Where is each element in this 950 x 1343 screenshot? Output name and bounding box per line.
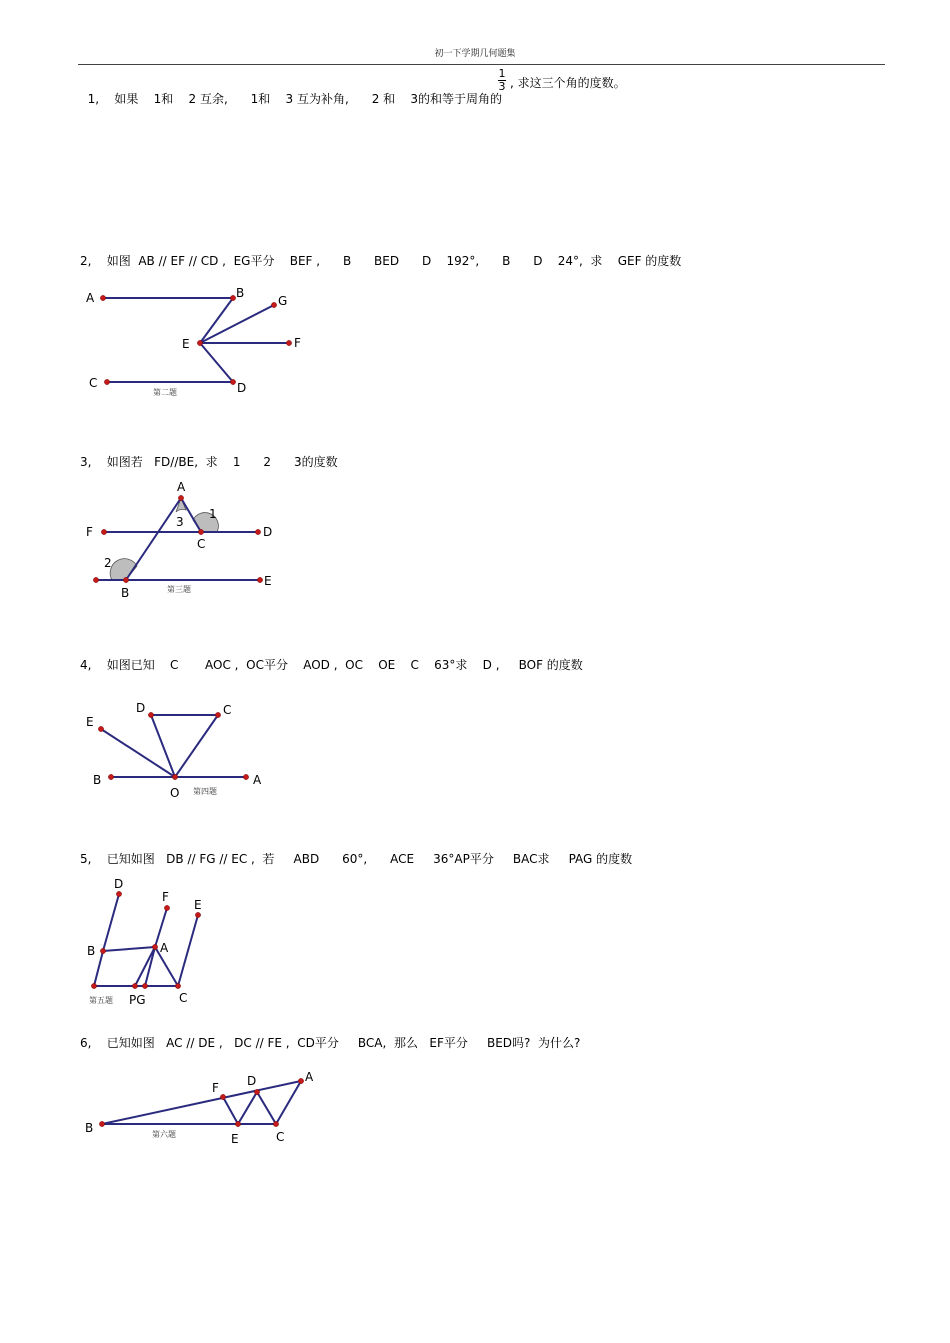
label-a: A xyxy=(86,291,95,305)
label-f: F xyxy=(162,890,169,904)
label-f: F xyxy=(212,1081,219,1095)
label-e: E xyxy=(264,574,272,588)
question-4: 4, 如图已知 C AOC , OC平分 AOD , OC OE C 63°求 D , BOF 的度数 xyxy=(80,658,583,672)
label-c: C xyxy=(179,991,188,1005)
segment-fe xyxy=(223,1097,238,1124)
question-1-text: 1, 如果 1和 2 互余, 1和 3 互为补角, 2 和 3的和等于周角的 xyxy=(87,92,503,106)
fraction-denominator: 3 xyxy=(498,80,506,93)
point-d xyxy=(254,1089,259,1094)
fraction-numerator: 1 xyxy=(498,67,506,80)
label-o: O xyxy=(170,786,180,800)
label-1: 1 xyxy=(209,507,217,521)
question-5: 5, 已知如图 DB // FG // EC , 若 ABD 60°, ACE 36°AP平分 BAC求 PAG 的度数 xyxy=(80,852,633,866)
question-1-tail: , 求这三个角的度数。 xyxy=(510,76,626,90)
label-b: B xyxy=(87,944,96,958)
label-pg: PG xyxy=(129,993,146,1007)
segment-ed xyxy=(238,1092,257,1124)
label-2: 2 xyxy=(104,556,112,570)
figure-2-caption: 第二题 xyxy=(153,388,177,397)
label-e: E xyxy=(194,898,202,912)
label-a: A xyxy=(160,941,169,955)
question-3: 3, 如图若 FD//BE, 求 1 2 3的度数 xyxy=(80,455,338,469)
figure-4-caption: 第四题 xyxy=(193,787,217,796)
label-b: B xyxy=(85,1121,94,1135)
point-f xyxy=(220,1094,225,1099)
figure-5-caption: 第五题 xyxy=(89,996,113,1005)
figure-3-caption: 第三题 xyxy=(167,585,191,594)
question-2: 2, 如图 AB // EF // CD , EG平分 BEF , B BED D 192°, B D 24°, 求 GEF 的度数 xyxy=(80,254,682,268)
figure-6-caption: 第六题 xyxy=(152,1130,176,1139)
label-e: E xyxy=(231,1132,239,1146)
point-e xyxy=(235,1121,240,1126)
label-e: E xyxy=(86,715,94,729)
question-6: 6, 已知如图 AC // DE , DC // FE , CD平分 BCA, 那么 EF平分 BED吗? 为什么? xyxy=(80,1036,581,1050)
segment-dc xyxy=(257,1092,276,1124)
label-d: D xyxy=(136,701,146,715)
label-c: C xyxy=(89,376,98,390)
segment-ca xyxy=(276,1081,301,1124)
point-b xyxy=(99,1121,104,1126)
label-c: C xyxy=(276,1130,285,1144)
label-c: C xyxy=(197,537,206,551)
label-b: B xyxy=(93,773,102,787)
label-f: F xyxy=(86,525,93,539)
label-3: 3 xyxy=(176,515,184,529)
label-a: A xyxy=(253,773,262,787)
label-d: D xyxy=(263,525,273,539)
label-b: B xyxy=(121,586,130,600)
label-c: C xyxy=(223,703,232,717)
label-d: D xyxy=(114,877,124,891)
label-f: F xyxy=(294,336,301,350)
point-c xyxy=(273,1121,278,1126)
page-header: 初一下学期几何题集 xyxy=(434,49,516,59)
label-b: B xyxy=(236,286,245,300)
point-a xyxy=(298,1078,303,1083)
label-e: E xyxy=(182,337,190,351)
label-d: D xyxy=(247,1074,257,1088)
label-g: G xyxy=(278,294,288,308)
label-d: D xyxy=(237,381,247,395)
label-a: A xyxy=(305,1070,314,1084)
label-a: A xyxy=(177,480,186,494)
